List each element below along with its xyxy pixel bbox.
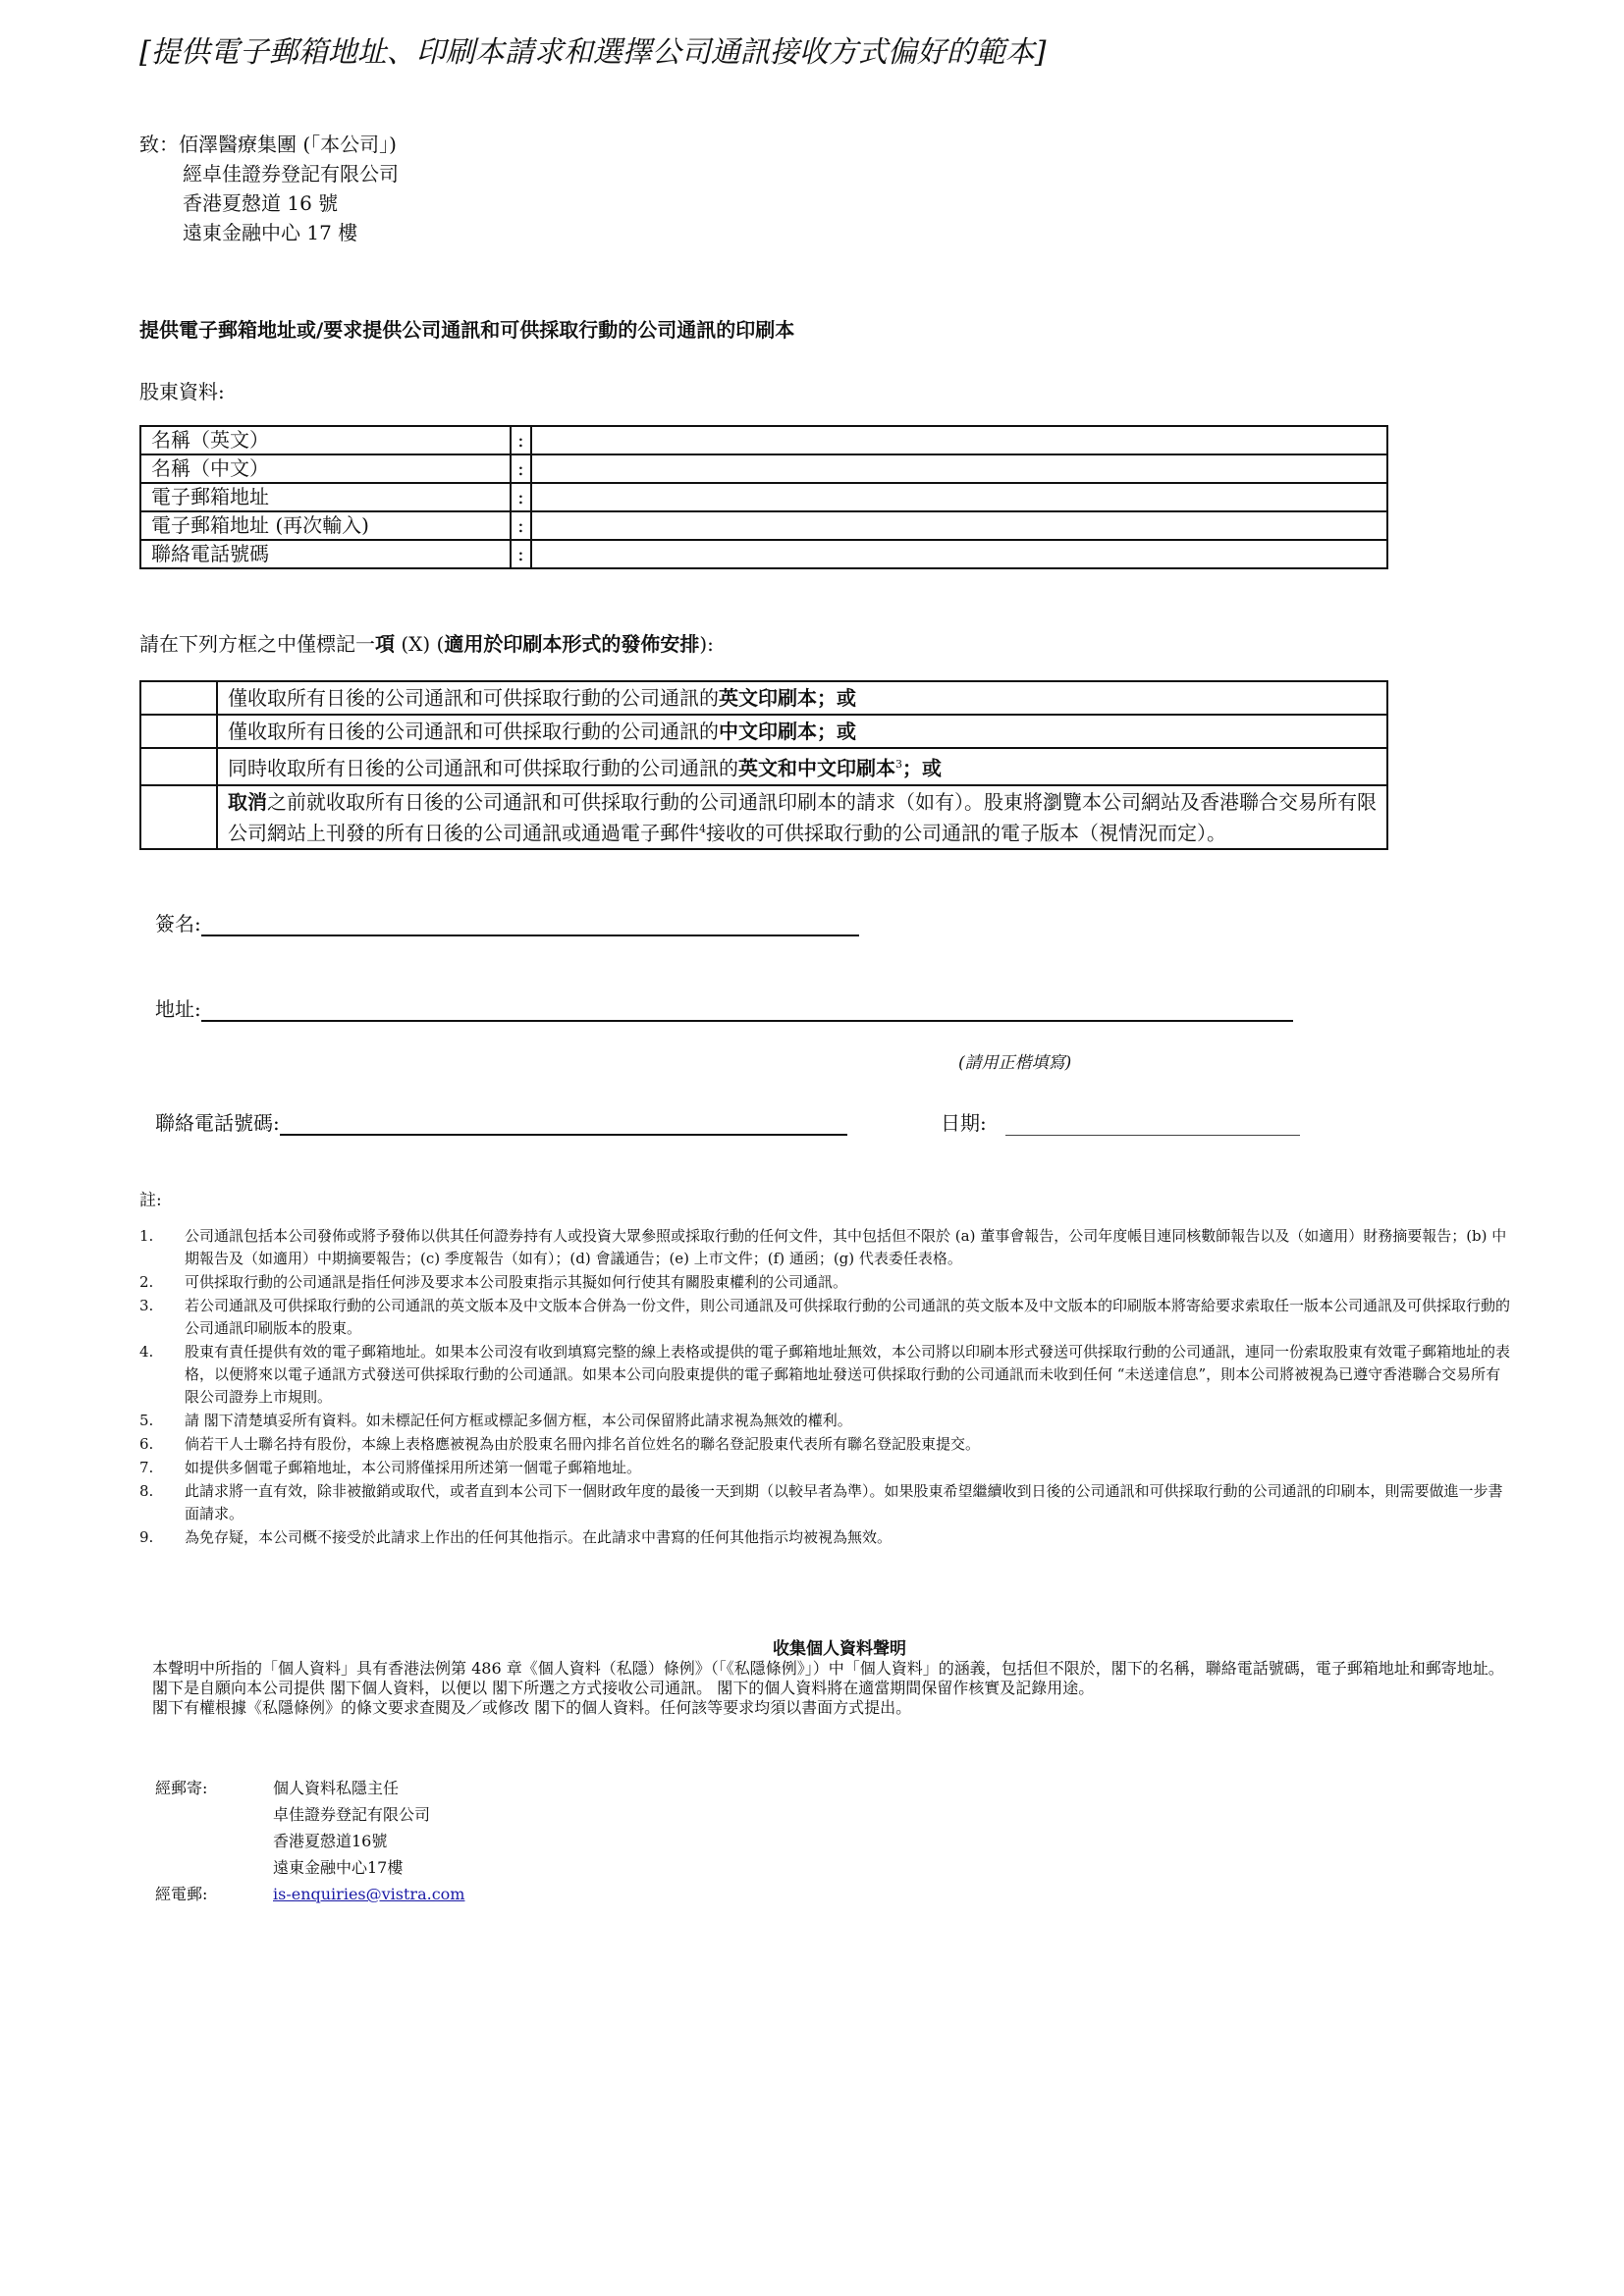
option-label: 接收的可供採取行動的公司通訊的電子版本（視情況而定）。 bbox=[706, 821, 1226, 845]
privacy-title: 收集個人資料聲明 bbox=[773, 1639, 906, 1659]
field-separator: : bbox=[511, 454, 531, 483]
note-text: 若公司通訊及可供採取行動的公司通訊的英文版本及中文版本合併為一份文件，則公司通訊及可供採取行動的公司通訊的英文版本及中文版本的印刷版本將寄給要求索取任一版本公司通訊及可供採取行動的公司通訊印刷版本的股東。 bbox=[185, 1297, 1511, 1337]
list-item bbox=[139, 1526, 1514, 1549]
note-text: 倘若干人士聯名持有股份，本線上表格應被視為由於股東名冊內排名首位姓名的聯名登記股東代表所有聯名登記股東提交。 bbox=[185, 1435, 981, 1453]
instruction-bold: 適用於印刷本形式的發佈安排 bbox=[444, 632, 700, 656]
addressee-line: 香港夏慤道 16 號 bbox=[183, 191, 339, 215]
phone-row bbox=[155, 1107, 847, 1136]
phone-line[interactable] bbox=[280, 1112, 847, 1136]
email-link[interactable]: is-enquiries@vistra.com bbox=[273, 1885, 465, 1903]
list-item bbox=[139, 1410, 1514, 1432]
privacy-paragraph: 閣下是自願向本公司提供 閣下個人資料，以便以 閣下所選之方式接收公司通訊。 閣下的個人資料將在適當期間保留作核實及記錄用途。 bbox=[152, 1679, 1095, 1697]
option-label: 之前就收取所有日後的公司通訊和可供採取行動的公司通訊印刷本的請求（如有）。股東將瀏覽本公司網站及香港聯合交易所有限公司網站上刊發的所有日後的公司通訊或通過電子郵件 bbox=[228, 789, 1377, 845]
mail-label: 經郵寄: bbox=[155, 1779, 208, 1797]
note-text: 股東有責任提供有效的電子郵箱地址。如果本公司沒有收到填寫完整的線上表格或提供的電子郵箱地址無效，本公司將以印刷本形式發送可供採取行動的公司通訊，連同一份索取股東有效電子郵箱地址的表格，以便將來以電子通訊方式發送可供採取行動的公司通訊。如果本公司向股東提供的電子郵箱地址發送可供採取行動的公司通訊而未收到任何 “未送達信息”，則本公司將被視為已遵守香港聯合交易所有限公司證券上市規則。 bbox=[185, 1343, 1511, 1406]
option-label: 僅收取所有日後的公司通訊和可供採取行動的公司通訊的 bbox=[228, 720, 719, 743]
table-row bbox=[140, 454, 1387, 483]
form-heading: 提供電子郵箱地址或/要求提供公司通訊和可供採取行動的公司通訊的印刷本 bbox=[139, 318, 795, 342]
option-row bbox=[140, 785, 1387, 850]
instruction-part: 請在下列方框之中僅標記一 bbox=[139, 632, 375, 656]
option-bold: 英文印刷本；或 bbox=[719, 686, 856, 710]
date-row bbox=[941, 1107, 1300, 1136]
footnote-ref: 3 bbox=[895, 758, 902, 771]
template-title: [提供電子郵箱地址、印刷本請求和選擇公司通訊接收方式偏好的範本] bbox=[139, 35, 1047, 70]
signature-row bbox=[155, 908, 859, 936]
instruction-part: ): bbox=[699, 632, 714, 656]
note-number: 5. bbox=[139, 1412, 154, 1429]
list-item bbox=[139, 1341, 1514, 1409]
option-label: 僅收取所有日後的公司通訊和可供採取行動的公司通訊的 bbox=[228, 686, 719, 710]
option-bold: 中文印刷本；或 bbox=[719, 720, 856, 743]
option-checkbox-chinese[interactable] bbox=[140, 715, 217, 748]
signature-line[interactable] bbox=[201, 913, 859, 936]
contact-block bbox=[155, 1775, 464, 1907]
field-separator: : bbox=[511, 426, 531, 454]
note-number: 7. bbox=[139, 1459, 154, 1476]
address-row bbox=[155, 993, 1293, 1022]
option-row bbox=[140, 715, 1387, 748]
note-text: 可供採取行動的公司通訊是指任何涉及要求本公司股東指示其擬如何行使其有關股東權利的公司通訊。 bbox=[185, 1273, 848, 1291]
list-item bbox=[139, 1480, 1514, 1525]
option-checkbox-cancel[interactable] bbox=[140, 785, 217, 850]
note-text: 為免存疑，本公司概不接受於此請求上作出的任何其他指示。在此請求中書寫的任何其他指示均被視為無效。 bbox=[185, 1528, 893, 1546]
mail-line: 卓佳證券登記有限公司 bbox=[273, 1805, 431, 1824]
field-separator: : bbox=[511, 540, 531, 568]
instruction-part: (X) ( bbox=[395, 632, 445, 656]
email-label: 經電郵: bbox=[155, 1885, 208, 1903]
instruction-bold: 項 bbox=[375, 632, 395, 656]
block-letters-note: (請用正楷填寫) bbox=[958, 1053, 1072, 1073]
date-label: 日期: bbox=[941, 1111, 987, 1135]
privacy-statement bbox=[152, 1639, 1527, 1718]
field-label: 聯絡電話號碼 bbox=[140, 540, 511, 568]
note-text: 此請求將一直有效，除非被撤銷或取代，或者直到本公司下一個財政年度的最後一天到期（以較早者為準）。如果股東希望繼續收到日後的公司通訊和可供採取行動的公司通訊的印刷本，則需要做進一步書面請求。 bbox=[185, 1482, 1503, 1522]
table-row bbox=[140, 540, 1387, 568]
note-text: 公司通訊包括本公司發佈或將予發佈以供其任何證券持有人或投資大眾參照或採取行動的任何文件，其中包括但不限於 (a) 董事會報告，公司年度帳目連同核數師報告以及（如適用）財務摘要報告；(b) 中期報告及（如適用）中期摘要報告；(c) 季度報告（如有）；(d) 會議通告；(e) 上市文件；(f) 通函；(g) 代表委任表格。 bbox=[185, 1227, 1507, 1267]
note-number: 3. bbox=[139, 1297, 154, 1314]
option-bold: ；或 bbox=[902, 756, 942, 780]
option-row bbox=[140, 681, 1387, 715]
option-checkbox-english[interactable] bbox=[140, 681, 217, 715]
table-row bbox=[140, 511, 1387, 540]
note-text: 如提供多個電子郵箱地址，本公司將僅採用所述第一個電子郵箱地址。 bbox=[185, 1459, 642, 1476]
email-confirm-field[interactable] bbox=[531, 511, 1387, 540]
note-text: 請 閣下清楚填妥所有資料。如未標記任何方框或標記多個方框，本公司保留將此請求視為無效的權利。 bbox=[185, 1412, 852, 1429]
email-field[interactable] bbox=[531, 483, 1387, 511]
table-row bbox=[140, 426, 1387, 454]
field-label: 名稱（英文） bbox=[140, 426, 511, 454]
name-chinese-field[interactable] bbox=[531, 454, 1387, 483]
option-row bbox=[140, 748, 1387, 785]
phone-field[interactable] bbox=[531, 540, 1387, 568]
mail-line: 遠東金融中心17樓 bbox=[273, 1858, 404, 1877]
note-number: 1. bbox=[139, 1227, 154, 1245]
address-label: 地址: bbox=[155, 997, 201, 1021]
note-number: 8. bbox=[139, 1482, 154, 1500]
option-text bbox=[217, 681, 1387, 715]
footnote-ref: 4 bbox=[699, 822, 706, 835]
field-label: 電子郵箱地址 (再次輸入) bbox=[140, 511, 511, 540]
notes-label: 註: bbox=[139, 1191, 162, 1210]
list-item bbox=[139, 1433, 1514, 1456]
addressee-line: 遠東金融中心 17 樓 bbox=[183, 221, 358, 244]
options-table bbox=[139, 680, 1388, 850]
field-separator: : bbox=[511, 483, 531, 511]
mail-row bbox=[155, 1775, 464, 1801]
option-text bbox=[217, 748, 1387, 785]
phone-label: 聯絡電話號碼: bbox=[155, 1111, 280, 1135]
signature-label: 簽名: bbox=[155, 912, 201, 935]
note-number: 4. bbox=[139, 1343, 154, 1361]
list-item bbox=[139, 1271, 1514, 1294]
field-label: 電子郵箱地址 bbox=[140, 483, 511, 511]
addressee-line: 致：佰澤醫療集團 (「本公司」) bbox=[139, 133, 397, 156]
notes-list bbox=[139, 1225, 1514, 1550]
instruction-text bbox=[139, 628, 714, 657]
table-row bbox=[140, 483, 1387, 511]
option-label: 同時收取所有日後的公司通訊和可供採取行動的公司通訊的 bbox=[228, 756, 738, 780]
note-number: 9. bbox=[139, 1528, 154, 1546]
option-bold: 取消 bbox=[228, 789, 267, 814]
list-item bbox=[139, 1295, 1514, 1340]
shareholder-info-label: 股東資料: bbox=[139, 380, 225, 403]
address-line[interactable] bbox=[201, 998, 1293, 1022]
privacy-paragraph: 本聲明中所指的「個人資料」具有香港法例第 486 章《個人資料（私隱）條例》（「《私隱條例》」）中「個人資料」的涵義，包括但不限於，閣下的名稱，聯絡電話號碼，電子郵箱地址和郵寄地址。 bbox=[152, 1659, 1504, 1678]
shareholder-info-table bbox=[139, 425, 1388, 569]
name-english-field[interactable] bbox=[531, 426, 1387, 454]
mail-line: 香港夏慤道16號 bbox=[273, 1832, 388, 1850]
list-item bbox=[139, 1457, 1514, 1479]
addressee-line: 經卓佳證券登記有限公司 bbox=[183, 162, 399, 186]
mail-line: 個人資料私隱主任 bbox=[273, 1779, 400, 1797]
field-label: 名稱（中文） bbox=[140, 454, 511, 483]
option-text bbox=[217, 715, 1387, 748]
note-number: 6. bbox=[139, 1435, 154, 1453]
option-text bbox=[217, 785, 1387, 850]
addressee-block bbox=[139, 130, 399, 247]
option-checkbox-both[interactable] bbox=[140, 748, 217, 785]
field-separator: : bbox=[511, 511, 531, 540]
date-line[interactable] bbox=[1005, 1113, 1300, 1136]
option-bold: 英文和中文印刷本 bbox=[738, 756, 895, 780]
note-number: 2. bbox=[139, 1273, 154, 1291]
list-item bbox=[139, 1225, 1514, 1270]
email-row bbox=[155, 1881, 464, 1907]
privacy-paragraph: 閣下有權根據《私隱條例》的條文要求查閱及／或修改 閣下的個人資料。任何該等要求均須以書面方式提出。 bbox=[152, 1698, 912, 1717]
